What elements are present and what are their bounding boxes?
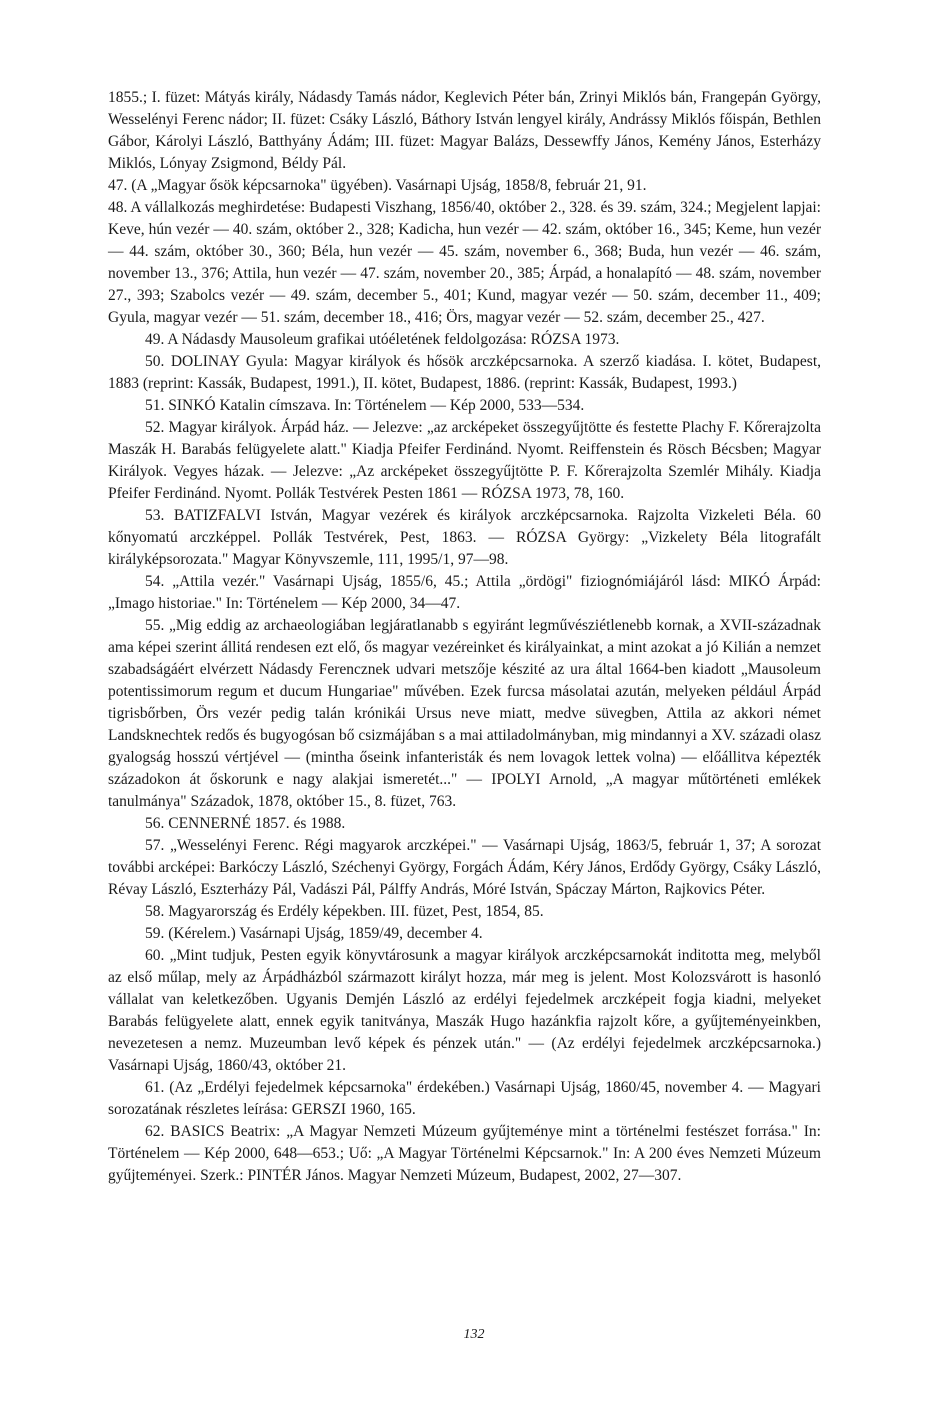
footnote-51: 51. SINKÓ Katalin címszava. In: Történelem — Kép 2000, 533—534. (145, 397, 585, 414)
footnotes-body (108, 87, 821, 1187)
page-number: 132 (463, 1327, 485, 1342)
footnote-50: 50. DOLINAY Gyula: Magyar királyok és hősök arczképcsarnoka. A szerző kiadása. I. kötet, Budapest, 1883 (reprint: Kassák, Budapest, 1991.), II. kötet, Budapest, 1886. (reprint: Kassák, Budapest, 1993.) (108, 353, 821, 392)
footnote-52: 52. Magyar királyok. Árpád ház. — Jelezve: „az arcképeket összegyűjtötte és festette Plachy F. Kőrerajzolta Maszák H. Barabás felügyelete alatt." Kiadja Pfeifer Ferdinánd. Nyomt. Reiffenstein és Rösch Bécsben; Magyar Királyok. Vegyes házak. — Jelezve: „Az arcképeket összegyűjtötte P. F. Kőrerajzolta Szemlér Mihály. Kiadja Pfeifer Ferdinánd. Nyomt. Pollák Testvérek Pesten 1861 — RÓZSA 1973, 78, 160. (108, 419, 821, 502)
footnote-60: 60. „Mint tudjuk, Pesten egyik könyvtárosunk a magyar királyok arczképcsarnokát inditotta meg, melyből az első műlap, mely az Árpádházból származott királyt hozza, már meg is jelent. Most Kolozsvárott is hasonló vállalat van keletkezőben. Ugyanis Demjén László az erdélyi fejedelmek arczképeit fogja kiadni, melyeket Barabás felügyelete alatt, ennek egyik tanitványa, Maszák Hugo hazánkfia rajzolt kőre, a gyűjteményeinkben, nevezetesen a nemz. Muzeumban levő képek és pénzek után." — (Az erdélyi fejedelmek arczképcsarnoka.) Vasárnapi Ujság, 1860/43, október 21. (108, 947, 821, 1074)
footnote-57: 57. „Wesselényi Ferenc. Régi magyarok arczképei." — Vasárnapi Ujság, 1863/5, február 1, 37; A sorozat további arcképei: Barkóczy László, Széchenyi György, Forgách Ádám, Kéry János, Erdődy György, Csáky László, Révay László, Eszterházy Pál, Vadászi Pál, Pálffy András, Móré István, Spáczay Márton, Rajkovics Péter. (108, 837, 821, 898)
footnote-58: 58. Magyarország és Erdély képekben. III. füzet, Pest, 1854, 85. (145, 903, 544, 920)
footnote-62: 62. BASICS Beatrix: „A Magyar Nemzeti Múzeum gyűjteménye mint a történelmi festészet forrása." In: Történelem — Kép 2000, 648—653.; Uő: „A Magyar Történelmi Képcsarnok." In: A 200 éves Nemzeti Múzeum gyűjteményei. Szerk.: PINTÉR János. Magyar Nemzeti Múzeum, Budapest, 2002, 27—307. (108, 1123, 821, 1184)
footnote-48: 48. A vállalkozás meghirdetése: Budapesti Viszhang, 1856/40, október 2., 328. és 39. szám, 324.; Megjelent lapjai: Keve, hún vezér — 40. szám, október 2., 328; Kadicha, hun vezér — 42. szám, október 16., 345; Keme, hun vezér — 44. szám, október 30., 360; Béla, hun vezér — 45. szám, november 6., 368; Buda, hun vezér — 46. szám, november 13., 376; Attila, hun vezér — 47. szám, november 20., 385; Árpád, a honalapító — 48. szám, november 27., 393; Szabolcs vezér — 49. szám, december 5., 401; Kund, magyar vezér — 50. szám, december 11., 409; Gyula, magyar vezér — 51. szám, december 18., 416; Örs, magyar vezér — 52. szám, december 25., 427. (108, 199, 821, 326)
footnote-55: 55. „Mig eddig az archaeologiában legjáratlanabb s egyiránt legművésziétlenebb kornak, a XVII-századnak ama képei szerint állitá rendesen ezt elő, ős magyar vezéreinket és királyainkat, a mint azokat a jó Kilián a nemzet szabadságáért elvérzett Nádasdy Ferencznek udvari metszője készité az ura által 1664-ben kiadott „Mausoleum potentissimorum regum et ducum Hungariae" művében. Ezek furcsa másolatai azután, melyeken például Árpád tigrisbőrben, Örs vezér pedig talán krónikái Ursus neve miatt, medve süvegben, Attila az akkori német Landsknechtek redős és bugyogósan bő csizmájában s a mai attiladolmányban, mig mindannyi a XV. századi olasz gyalogság hosszú vértjével — (mintha őseink infanteristák és nem lovagok lettek volna) — előállitva képezték századokon át őskorunk e nagy alakjai ismeretét..." — IPOLYI Arnold, „A magyar műtörténeti emlékek tanulmánya" Századok, 1878, október 15., 8. füzet, 763. (108, 617, 821, 810)
footnote-56: 56. CENNERNÉ 1857. és 1988. (145, 815, 346, 832)
footnote-59: 59. (Kérelem.) Vasárnapi Ujság, 1859/49, december 4. (145, 925, 483, 942)
footnote-49: 49. A Nádasdy Mausoleum grafikai utóéletének feldolgozása: RÓZSA 1973. (145, 331, 620, 348)
footnote-continuation-46: 1855.; I. füzet: Mátyás király, Nádasdy Tamás nádor, Keglevich Péter bán, Zrinyi Miklós bán, Frangepán György, Wesselényi Ferenc nádor; II. füzet: Csáky László, Báthory István lengyel király, Andrássy Miklós főispán, Bethlen Gábor, Károlyi László, Batthyány Ádám; III. füzet: Magyar Balázs, Dessewffy János, Kemény János, Esterházy Miklós, Lónyay Zsigmond, Béldy Pál. (108, 89, 821, 172)
footnote-54: 54. „Attila vezér." Vasárnapi Ujság, 1855/6, 45.; Attila „ördögi" fiziognómiájáról lásd: MIKÓ Árpád: „Imago historiae." In: Történelem — Kép 2000, 34—47. (108, 573, 821, 612)
footnote-61: 61. (Az „Erdélyi fejedelmek képcsarnoka" érdekében.) Vasárnapi Ujság, 1860/45, november 4. — Magyari sorozatának részletes leírása: GERSZI 1960, 165. (108, 1079, 821, 1118)
footnote-47: 47. (A „Magyar ősök képcsarnoka" ügyében). Vasárnapi Ujság, 1858/8, február 21, 91. (108, 177, 647, 194)
footnote-53: 53. BATIZFALVI István, Magyar vezérek és királyok arczképcsarnoka. Rajzolta Vizkeleti Béla. 60 kőnyomatú arczképpel. Pollák Testvérek, Pest, 1863. — RÓZSA György: „Vizkelety Béla litografált királyképsorozata." Magyar Könyvszemle, 111, 1995/1, 97—98. (108, 507, 821, 568)
